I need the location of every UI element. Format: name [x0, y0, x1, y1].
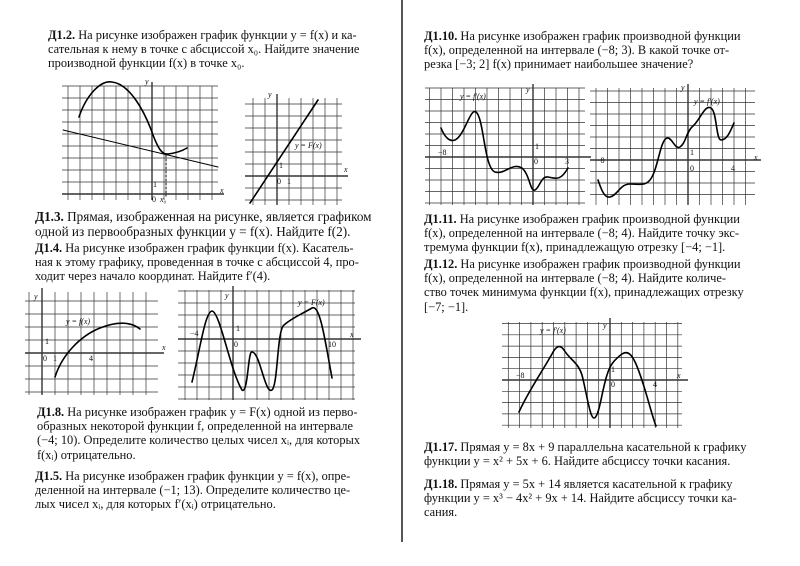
axis-label-x: x	[754, 153, 758, 162]
tick-label: 1	[279, 161, 283, 170]
tick-label: 1	[611, 365, 615, 374]
graph-label: y = f(x)	[66, 317, 91, 326]
graph-label: y = f′(x)	[460, 92, 486, 101]
problem-number: Д1.10.	[424, 29, 458, 43]
line: Прямая, изображенная на рисунке, является графиком	[63, 209, 372, 224]
line: [−7; −1].	[424, 299, 469, 314]
line: функции y = x³ − 4x² + 9x + 14. Найдите абсциссу точки ка-	[424, 491, 737, 506]
tick-label: 0	[277, 177, 281, 186]
tick-label: −4	[190, 329, 199, 338]
tick-label: −8	[596, 156, 605, 165]
tick-label: 1	[45, 337, 49, 346]
line: лых чисел xᵢ, для которых f′(xᵢ) отрицательно.	[35, 497, 276, 512]
axis-label-x: x	[220, 186, 224, 195]
tick-label: 0	[534, 157, 538, 166]
line: ходит через начало координат. Найдите f′(4).	[35, 269, 271, 284]
line: одной из первообразных функции y = f(x). Найдите f(2).	[35, 224, 351, 239]
axis-label-y: y	[526, 85, 530, 94]
problem-number: Д1.2.	[48, 28, 76, 42]
tick-label: 0	[234, 340, 238, 349]
problem-number: Д1.11.	[424, 212, 457, 226]
graph-label: y = F(x)	[298, 298, 325, 307]
axis-label-x: x	[350, 330, 354, 339]
axis-label-y: y	[145, 77, 149, 86]
tick-label: 0	[690, 164, 694, 173]
graph-label: y = f′(x)	[694, 97, 720, 106]
line: функции y = x² + 5x + 6. Найдите абсциссу точки касания.	[424, 454, 731, 469]
graph-d1-3-line	[250, 100, 318, 203]
axis-label-y: y	[681, 83, 685, 92]
tick-label: 1	[535, 142, 539, 151]
line: f(x), определенной на интервале (−8; 4). Найдите точку экс-	[424, 226, 740, 241]
line: деленной на интервале (−1; 13). Определите количество це-	[35, 483, 351, 498]
tick-label: −8	[438, 148, 447, 157]
graph-d1-8-curve	[192, 308, 332, 391]
line: f(x), определенной на интервале (−8; 3). В какой точке от-	[424, 43, 730, 58]
line: На рисунке изображен график производной функции	[456, 212, 740, 226]
graph-d1-11-curve	[598, 107, 734, 197]
line: На рисунке изображен график функции f(x). Касатель-	[62, 241, 354, 255]
line: Прямая y = 8x + 9 параллельна касательной к графику	[457, 440, 747, 454]
tick-label: 1	[287, 177, 291, 186]
line: ство точек минимума функции f(x), принадлежащих отрезку	[424, 285, 744, 300]
tick-label: −8	[516, 371, 525, 380]
tick-label-x0: x₀	[160, 195, 167, 204]
tick-label: 1	[690, 148, 694, 157]
graph-label: y = F(x)	[295, 141, 322, 150]
axis-label-y: y	[603, 321, 607, 330]
problem-number: Д1.12.	[424, 257, 458, 271]
graph-d1-10-curve	[441, 112, 568, 191]
line: На рисунке изображен график y = F(x) одной из перво-	[64, 405, 358, 419]
line: ная к этому графику, проведенная в точке с абсциссой 4, про-	[35, 255, 359, 270]
graph-d1-2-tangent	[63, 130, 218, 167]
line: производной функции f(x) в точке x₀.	[48, 56, 245, 71]
axis-label-x: x	[677, 371, 681, 380]
tick-label: 1	[153, 180, 157, 189]
tick-label: 3	[565, 157, 569, 166]
line: тремума функции f(x), принадлежащую отрезку [−4; −1].	[424, 240, 726, 255]
tick-label: 4	[653, 380, 657, 389]
tick-label: 4	[731, 164, 735, 173]
problem-number: Д1.3.	[35, 209, 64, 224]
line: На рисунке изображен график производной функции	[457, 257, 741, 271]
line: сания.	[424, 505, 458, 520]
graph-d1-2-curve	[79, 82, 187, 154]
axis-label-y: y	[225, 291, 229, 300]
tick-label: 0	[611, 380, 615, 389]
graph-label: y = f′(x)	[540, 326, 566, 335]
line: На рисунке изображен график производной функции	[457, 29, 741, 43]
tick-label: 1	[236, 324, 240, 333]
problem-number: Д1.18.	[424, 477, 458, 491]
line: На рисунке изображен график функции y = f(x) и ка-	[75, 28, 357, 42]
axis-label-x: x	[162, 343, 166, 352]
problem-number: Д1.8.	[37, 405, 65, 419]
tick-label: 4	[89, 354, 93, 363]
tick-label: 0	[152, 195, 156, 204]
axis-label-y: y	[268, 90, 272, 99]
tick-label: 0	[43, 354, 47, 363]
problem-number: Д1.4.	[35, 241, 63, 255]
axis-label-x: x	[344, 165, 348, 174]
line: (−4; 10). Определите количество целых чисел xᵢ, для которых	[37, 433, 361, 448]
problem-number: Д1.5.	[35, 469, 63, 483]
tick-label: 1	[53, 354, 57, 363]
line: f(x), определенной на интервале (−8; 4). Найдите количе-	[424, 271, 726, 286]
line: Прямая y = 5x + 14 является касательной к графику	[457, 477, 733, 491]
line: сательная к нему в точке с абсциссой x₀. Найдите значение	[48, 42, 360, 57]
line: f(xᵢ) отрицательно.	[37, 447, 136, 462]
line: На рисунке изображен график функции y = f(x), опре-	[62, 469, 351, 483]
line: резка [−3; 2] f(x) принимает наибольшее значение?	[424, 57, 694, 72]
line: образных некоторой функции f, определенной на интервале	[37, 419, 353, 434]
axis-label-y: y	[34, 292, 38, 301]
problem-number: Д1.17.	[424, 440, 458, 454]
tick-label: 10	[328, 340, 336, 349]
